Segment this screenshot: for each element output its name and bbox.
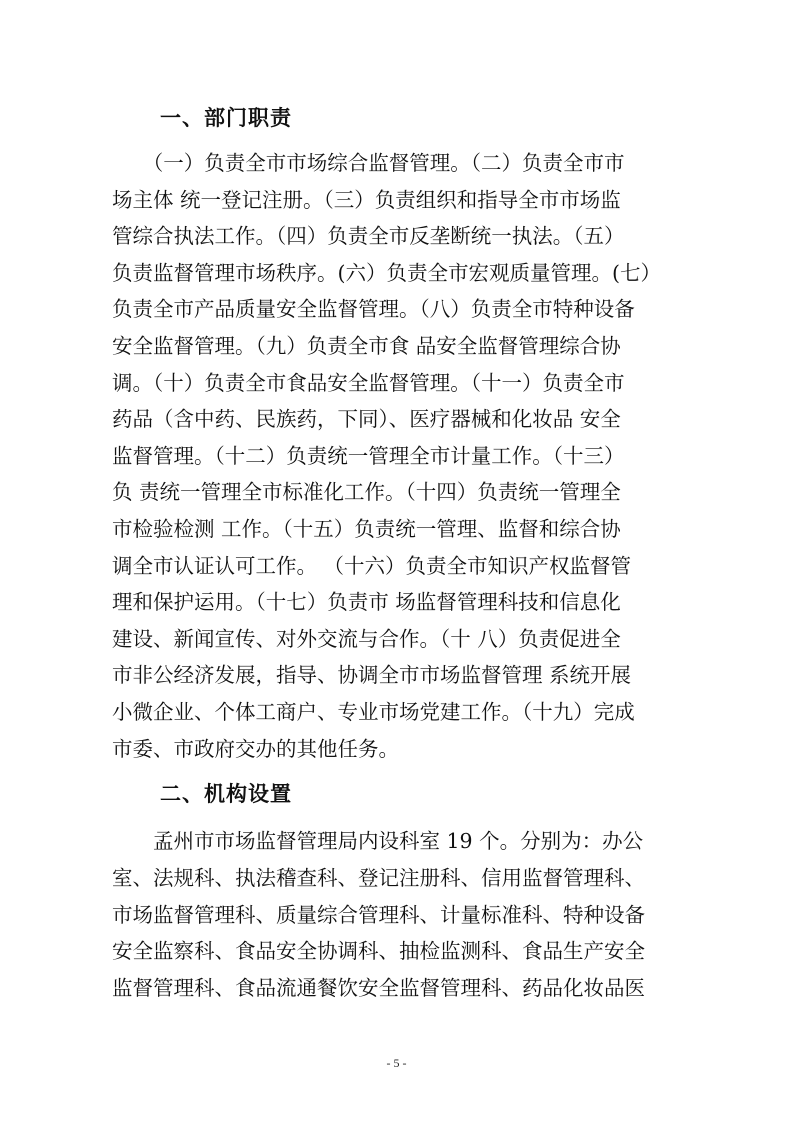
text-line: 负责全市产品质量安全监督管理。（八）负责全市特种设备	[112, 297, 635, 322]
text-line: 孟州市市场监督管理局内设科室 19 个。分别为：办公	[112, 829, 644, 853]
duties-paragraph	[112, 145, 682, 767]
section-heading-organization: 二、机构设置	[160, 782, 292, 806]
text-line: 小微企业、个体工商户、专业市场党建工作。（十九）完成	[112, 699, 635, 724]
text-line: 市场监督管理科、质量综合管理科、计量标准科、特种设备	[112, 902, 645, 927]
organization-paragraph	[112, 823, 682, 1007]
section-heading-duties: 一、部门职责	[160, 106, 292, 130]
text-line: 场主体 统一登记注册。（三）负责组织和指导全市市场监	[112, 187, 621, 212]
text-line: 管综合执法工作。（四）负责全市反垄断统一执法。（五）	[112, 224, 625, 249]
text-line: 室、法规科、执法稽查科、登记注册科、信用监督管理科、	[112, 865, 645, 890]
text-line: 调全市认证认可工作。 （十六）负责全市知识产权监督管	[112, 553, 632, 578]
text-line: 监督管理科、食品流通餐饮安全监督管理科、药品化妆品医	[112, 976, 645, 1001]
text-line: 建设、新闻宣传、对外交流与合作。（十 八）负责促进全	[112, 626, 621, 651]
text-line: （一）负责全市市场综合监督管理。（二）负责全市市	[112, 151, 625, 175]
text-line: 安全监察科、食品安全协调科、抽检监测科、食品生产安全	[112, 939, 645, 964]
text-line: 调。（十）负责全市食品安全监督管理。（十一）负责全市	[112, 370, 625, 395]
page-number: - 5 -	[386, 1056, 407, 1070]
text-line: 市检验检测 工作。（十五）负责统一管理、监督和综合协	[112, 516, 621, 541]
text-line: 市委、市政府交办的其他任务。	[112, 736, 399, 761]
text-line: 市非公经济发展，指导、协调全市市场监督管理 系统开展	[112, 663, 632, 688]
text-line: 负 责统一管理全市标准化工作。（十四）负责统一管理全	[112, 480, 621, 505]
text-line: 安全监督管理。（九）负责全市食 品安全监督管理综合协	[112, 333, 621, 358]
text-line: 负责监督管理市场秩序。(六）负责全市宏观质量管理。(七）	[112, 260, 661, 285]
text-line: 监督管理。（十二）负责统一管理全市计量工作。（十三）	[112, 443, 625, 468]
text-line: 药品（含中药、民族药，下同）、医疗器械和化妆品 安全	[112, 407, 621, 432]
text-line: 理和保护运用。（十七）负责市 场监督管理科技和信息化	[112, 590, 621, 615]
